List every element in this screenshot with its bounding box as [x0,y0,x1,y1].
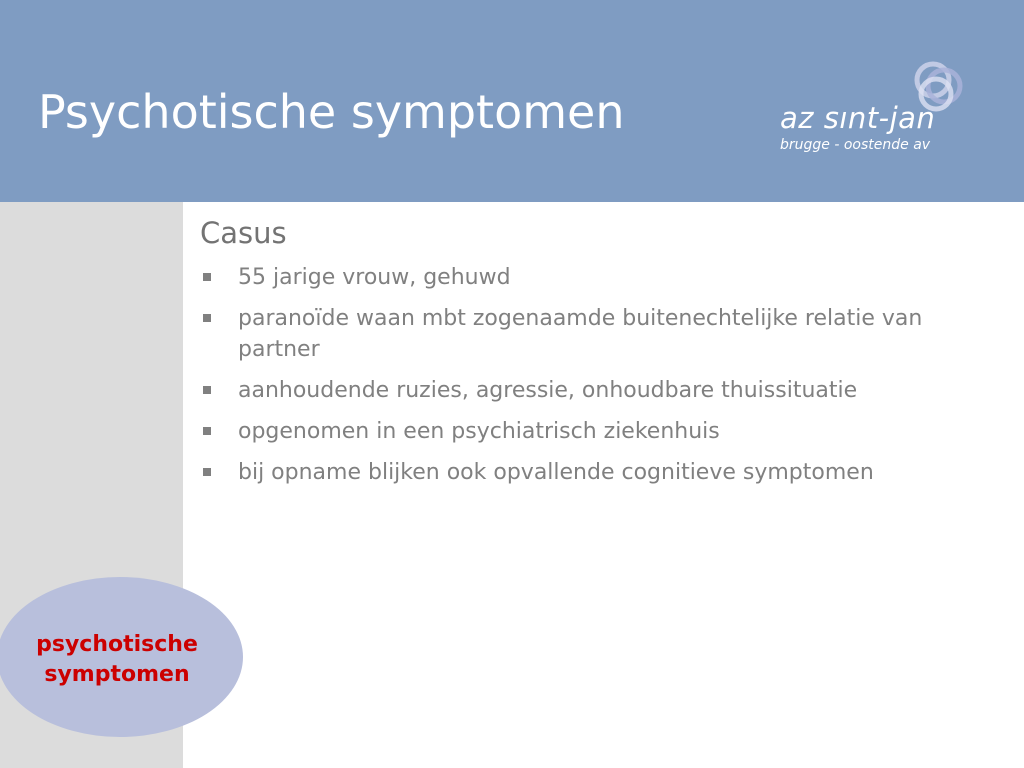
bullet-item: 55 jarige vrouw, gehuwd [200,262,1000,293]
slide-header [0,0,1024,202]
bullet-list [200,262,1000,488]
section-label [0,630,234,690]
logo-subtitle: brugge - oostende av [780,137,931,153]
slide-content [200,214,1000,498]
section-label-line2: symptomen [44,662,190,687]
bullet-item: opgenomen in een psychiatrisch ziekenhuis [200,416,1000,447]
casus-heading: Casus [200,216,287,250]
section-label-line1: psychotische [36,632,198,657]
bullet-item: aanhoudende ruzies, agressie, onhoudbare thuissituatie [200,375,1000,406]
bullet-item: paranoïde waan mbt zogenaamde buitenechtelijke relatie van partner [200,303,1000,365]
slide-title: Psychotische symptomen [38,85,625,139]
bullet-item: bij opname blijken ook opvallende cognitieve symptomen [200,457,1000,488]
logo-name: az sınt-jan [780,101,936,135]
